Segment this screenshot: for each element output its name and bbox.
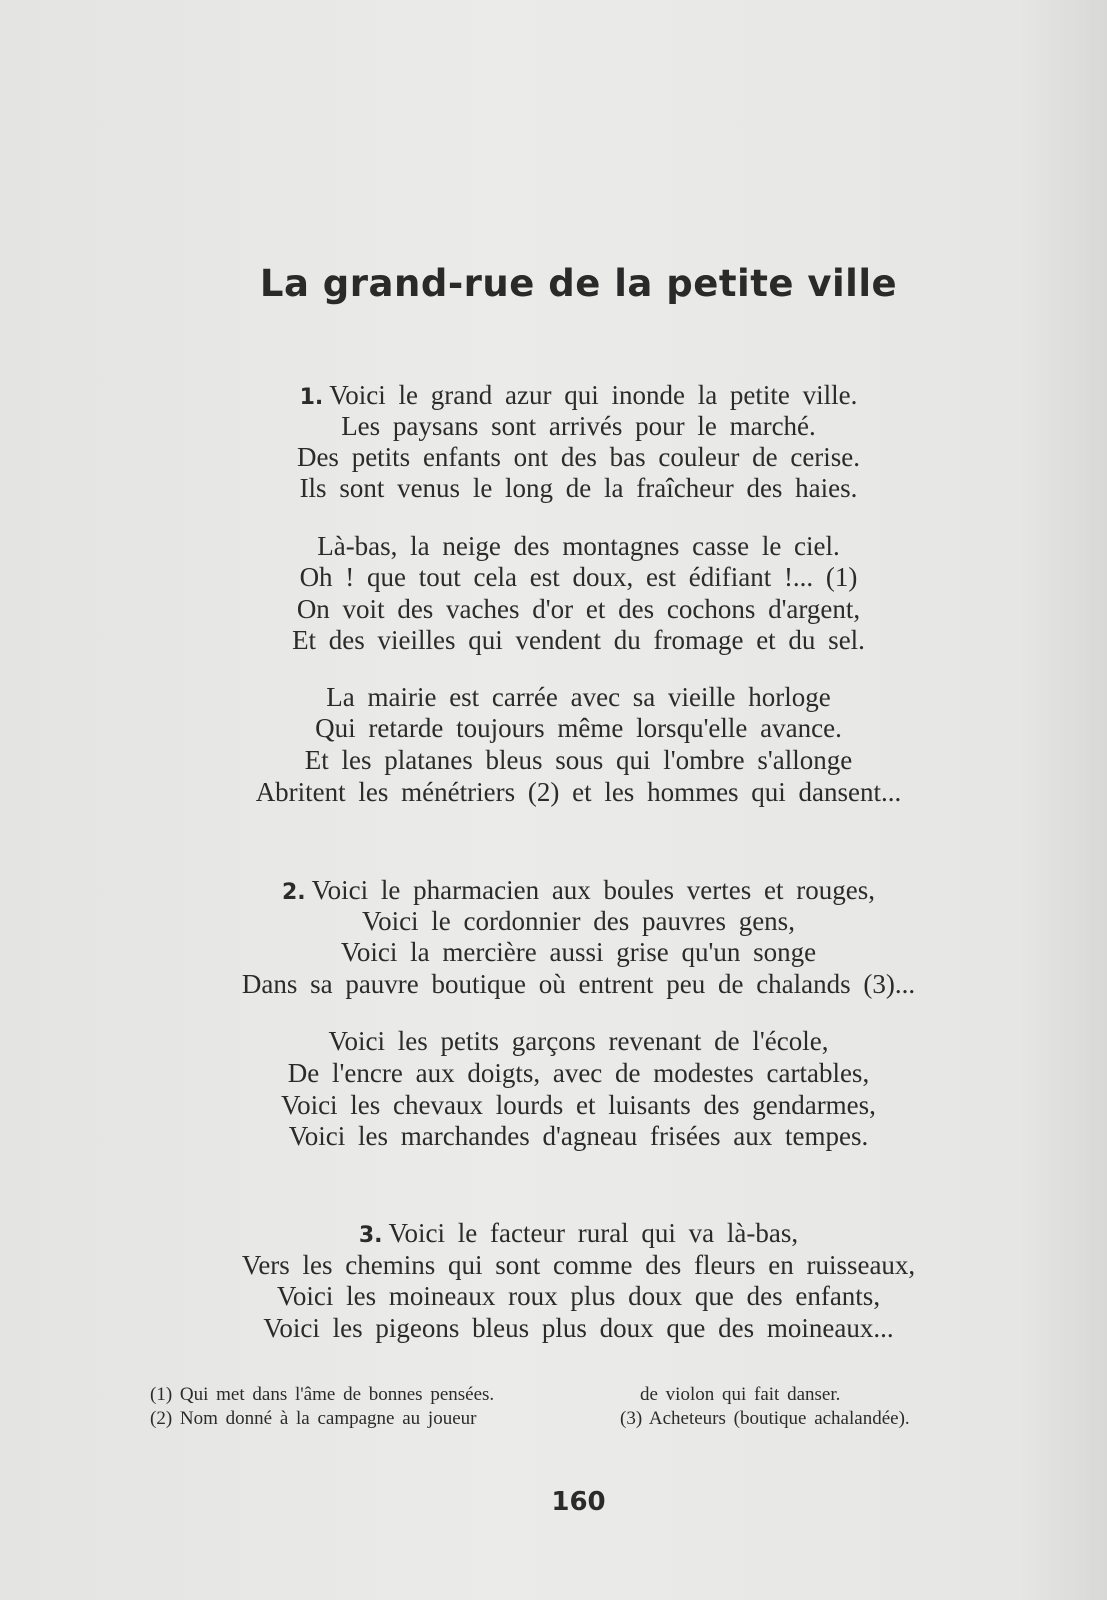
poem-line: 1. Voici le grand azur qui inonde la petite ville. — [299, 380, 858, 410]
poem-line: Vers les chemins qui sont comme des fleurs en ruisseaux, — [241, 1250, 916, 1280]
poem-title: La grand-rue de la petite ville — [259, 262, 898, 305]
poem-line: Abritent les ménétriers (2) et les hommes qui dansent... — [255, 777, 902, 807]
poem-line: Voici les petits garçons revenant de l'école, — [328, 1026, 829, 1056]
poem-line: Des petits enfants ont des bas couleur de cerise. — [296, 442, 861, 472]
poem-line: On voit des vaches d'or et des cochons d'argent, — [296, 594, 861, 624]
poem-line: De l'encre aux doigts, avec de modestes cartables, — [287, 1058, 870, 1088]
poem-line: Dans sa pauvre boutique où entrent peu de chalands (3)... — [241, 969, 916, 999]
poem-line: Les paysans sont arrivés pour le marché. — [341, 411, 816, 441]
section-number: 2. — [281, 880, 306, 905]
poem-line: Voici les pigeons bleus plus doux que des moineaux... — [263, 1313, 894, 1343]
poem-line: 2. Voici le pharmacien aux boules vertes et rouges, — [281, 875, 875, 905]
page-number: 160 — [551, 1487, 606, 1517]
poem-line: Voici le cordonnier des pauvres gens, — [362, 906, 795, 936]
poem-line: Là-bas, la neige des montagnes casse le ciel. — [317, 531, 840, 561]
footnote: (1) Qui met dans l'âme de bonnes pensées. — [150, 1384, 495, 1405]
poem-line: Voici les marchandes d'agneau frisées aux tempes. — [288, 1121, 869, 1151]
footnote: (3) Acheteurs (boutique achalandée). — [620, 1408, 910, 1429]
poem-line: Voici les chevaux lourds et luisants des gendarmes, — [281, 1090, 876, 1120]
poem-line: Oh ! que tout cela est doux, est édifiant !... (1) — [299, 562, 858, 592]
poem-line: Voici la mercière aussi grise qu'un songe — [340, 937, 817, 967]
poem-line: Qui retarde toujours même lorsqu'elle avance. — [315, 713, 842, 743]
footnote: de violon qui fait danser. — [640, 1384, 841, 1405]
poem-line: Et les platanes bleus sous qui l'ombre s'allonge — [304, 745, 853, 775]
footnote: (2) Nom donné à la campagne au joueur — [150, 1408, 477, 1429]
poem-line: 3. Voici le facteur rural qui va là-bas, — [358, 1218, 799, 1248]
section-number: 3. — [358, 1223, 383, 1248]
poem-line: Voici les moineaux roux plus doux que des enfants, — [276, 1281, 881, 1311]
section-number: 1. — [299, 385, 324, 410]
poem-line: La mairie est carrée avec sa vieille horloge — [326, 682, 831, 712]
poem-line: Ils sont venus le long de la fraîcheur des haies. — [299, 473, 858, 503]
poem-line: Et des vieilles qui vendent du fromage et du sel. — [292, 625, 865, 655]
